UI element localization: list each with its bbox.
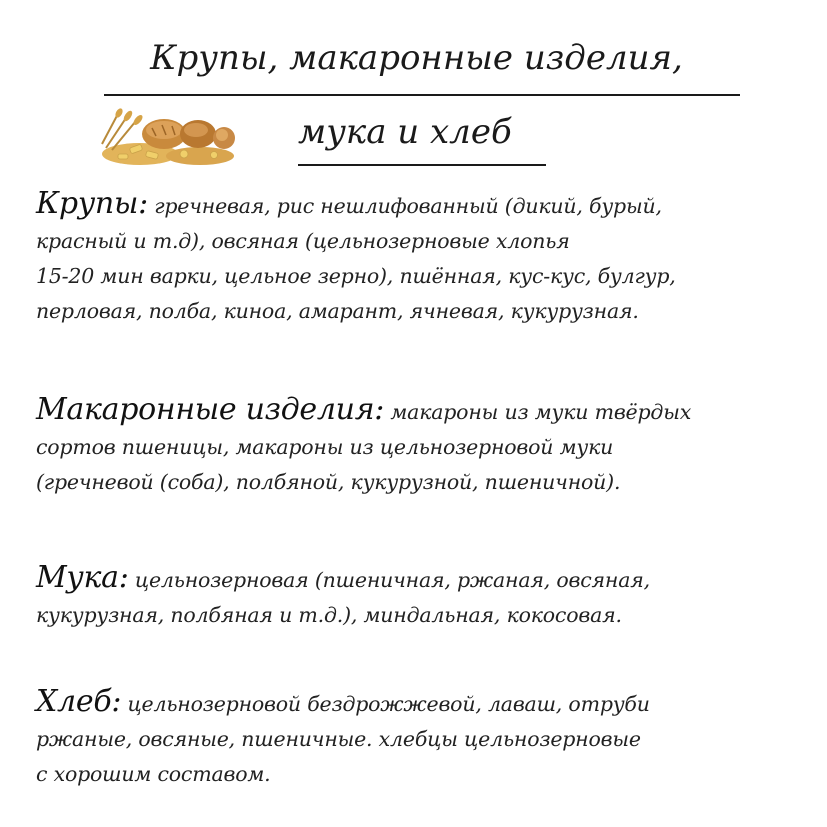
section-pasta [36, 392, 806, 500]
section-line: перловая, полба, киноа, амарант, ячневая, кукурузная. [36, 299, 639, 323]
section-line: ржаные, овсяные, пшеничные. хлебцы цельнозерновые [36, 727, 641, 751]
section-line [36, 186, 806, 224]
section-flour [36, 560, 806, 633]
section-line: красный и т.д), овсяная (цельнозерновые хлопья [36, 229, 570, 253]
page-title-line-1: Крупы, макаронные изделия, [150, 38, 683, 78]
section-line: 15-20 мин варки, цельное зерно), пшённая, кус-кус, булгур, [36, 264, 676, 288]
section-heading: Макаронные изделия: [36, 392, 385, 427]
section-line: (гречневой (соба), полбяной, кукурузной, пшеничной). [36, 470, 621, 494]
title-underline-2 [298, 164, 546, 166]
title-underline-1 [104, 94, 740, 96]
bread-and-grains-illustration [100, 108, 238, 166]
section-line [36, 560, 806, 598]
section-heading: Хлеб: [36, 684, 122, 719]
page-title-line-2: мука и хлеб [298, 112, 512, 152]
wheat-ears [114, 108, 144, 127]
section-line [36, 392, 806, 430]
section-line [36, 684, 806, 722]
section-line: с хорошим составом. [36, 762, 271, 786]
section-text: цельнозерновой бездрожжевой, лаваш, отруби [121, 692, 650, 716]
section-text: макароны из муки твёрдых [384, 400, 692, 424]
section-heading: Мука: [36, 560, 129, 595]
grain-pile-2 [166, 147, 234, 165]
section-text: цельнозерновая (пшеничная, ржаная, овсяная, [128, 568, 650, 592]
section-line: кукурузная, полбяная и т.д.), миндальная, кокосовая. [36, 603, 622, 627]
section-groats [36, 186, 806, 329]
section-bread [36, 684, 806, 792]
section-line: сортов пшеницы, макароны из цельнозерновой муки [36, 435, 614, 459]
section-heading: Крупы: [36, 186, 148, 221]
section-text: гречневая, рис нешлифованный (дикий, бурый, [147, 194, 662, 218]
